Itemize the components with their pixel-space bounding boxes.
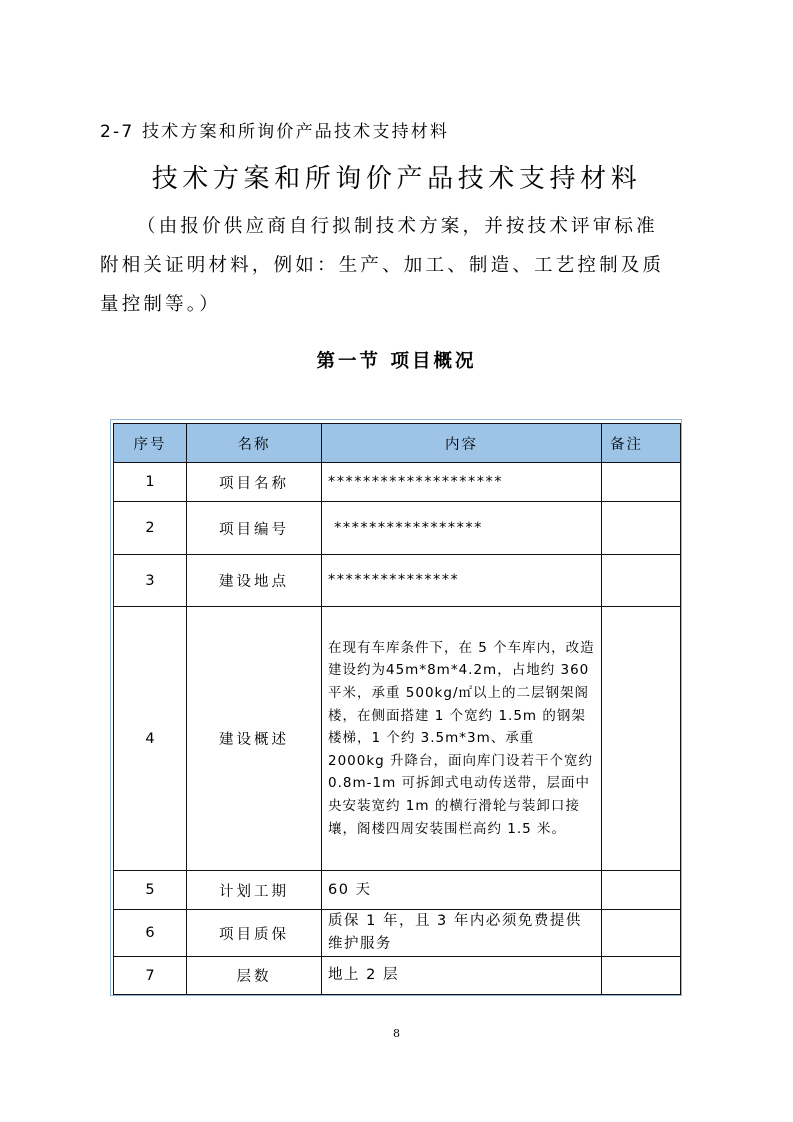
table-row	[114, 555, 681, 607]
instruction-paragraph	[100, 207, 700, 324]
table-row	[114, 871, 681, 910]
row-index: 3	[114, 555, 187, 607]
row-content: 在现有车库条件下，在 5 个车库内，改造建设约为45m*8m*4.2m，占地约 360 平米，承重 500kg/㎡以上的二层钢架阁楼，在侧面搭建 1 个宽约 1.5m 的钢架楼梯，1 个约 3.5m*3m、承重 2000kg 升降台，面向库门设若干个宽约 0.8m-1m 可拆卸式电动传送带，层面中央安装宽约 1m 的横行滑轮与装卸口接壤，阁楼四周安装围栏高约 1.5 米。	[322, 607, 602, 871]
project-overview-table	[113, 423, 681, 995]
row-note	[602, 871, 681, 910]
header-name: 名称	[187, 424, 322, 463]
row-name: 层数	[187, 957, 322, 995]
header-note: 备注	[602, 424, 681, 463]
row-note	[602, 555, 681, 607]
table-row	[114, 957, 681, 995]
row-content: ********************	[322, 463, 602, 502]
table-row	[114, 910, 681, 957]
row-content: *****************	[322, 502, 602, 555]
document-title: 技术方案和所询价产品技术支持材料	[151, 164, 642, 194]
instruction-line: 量控制等。）	[100, 294, 221, 315]
row-content: 60 天	[322, 871, 602, 910]
row-name: 项目名称	[187, 463, 322, 502]
row-note	[602, 910, 681, 957]
table-header-row	[114, 424, 681, 463]
page-number: 8	[393, 1027, 400, 1040]
section-heading: 2-7 技术方案和所询价产品技术支持材料	[100, 122, 450, 142]
table-row	[114, 607, 681, 871]
row-name: 计划工期	[187, 871, 322, 910]
row-name: 项目编号	[187, 502, 322, 555]
instruction-line: 附相关证明材料，例如：生产、加工、制造、工艺控制及质	[100, 255, 665, 276]
header-content: 内容	[322, 424, 602, 463]
row-name: 建设地点	[187, 555, 322, 607]
row-content: 地上 2 层	[322, 957, 602, 995]
row-name: 项目质保	[187, 910, 322, 957]
header-index: 序号	[114, 424, 187, 463]
table-row	[114, 502, 681, 555]
row-content: ***************	[322, 555, 602, 607]
row-content: 质保 1 年，且 3 年内必须免费提供维护服务	[322, 910, 602, 957]
row-index: 2	[114, 502, 187, 555]
row-index: 1	[114, 463, 187, 502]
row-name: 建设概述	[187, 607, 322, 871]
row-index: 4	[114, 607, 187, 871]
instruction-line: （由报价供应商自行拟制技术方案，并按技术评审标准	[137, 216, 658, 237]
row-index: 7	[114, 957, 187, 995]
table-row	[114, 463, 681, 502]
row-note	[602, 463, 681, 502]
row-note	[602, 957, 681, 995]
row-note	[602, 607, 681, 871]
row-note	[602, 502, 681, 555]
chapter-title: 第一节 项目概况	[316, 351, 477, 372]
row-index: 5	[114, 871, 187, 910]
row-index: 6	[114, 910, 187, 957]
